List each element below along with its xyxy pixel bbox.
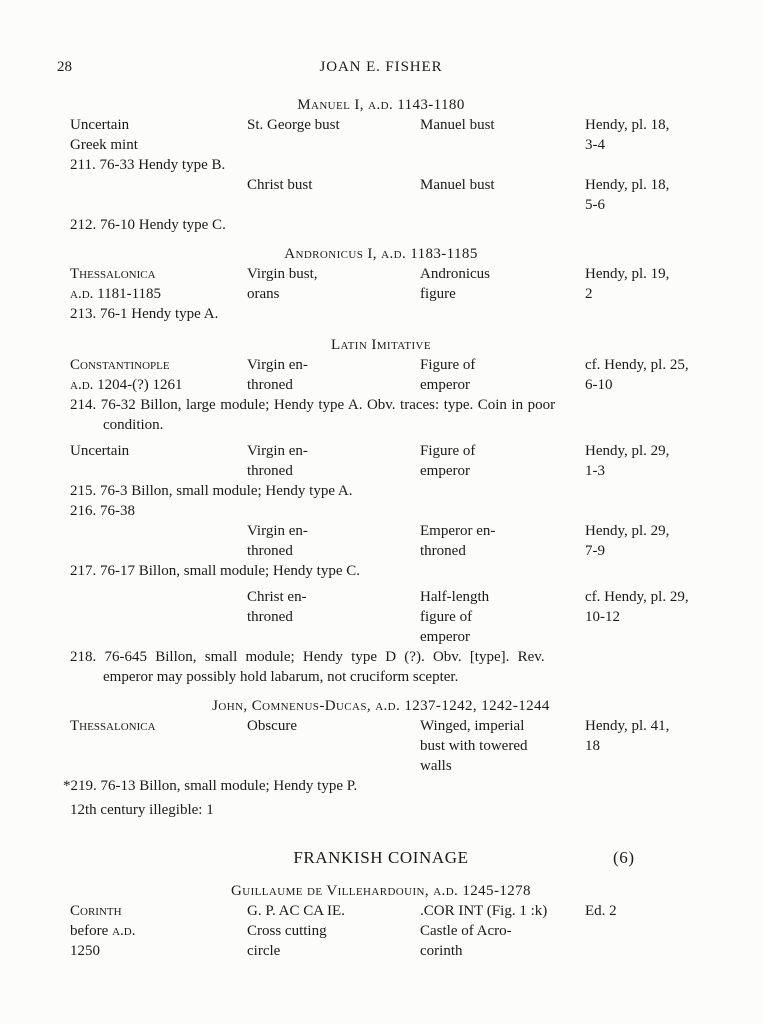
obverse-line: Virgin en- — [247, 523, 308, 539]
obverse-line: Obscure — [247, 718, 297, 734]
reverse-column — [420, 355, 585, 395]
catalog-entry-218: 218. 76-645 Billon, small module; Hendy type D (?). Obv. [type]. Rev. — [70, 649, 545, 665]
reference-column — [585, 901, 692, 961]
catalog-row — [70, 355, 692, 395]
section-andronicus — [70, 244, 692, 324]
section-heading-john: John, Comnenus-Ducas, a.d. 1237-1242, 1242-1244 — [212, 698, 550, 714]
reverse-column — [420, 521, 585, 561]
section-latin-imitative — [70, 335, 692, 687]
obverse-column — [247, 521, 420, 561]
reverse-line: walls — [420, 758, 452, 774]
reference-line: 18 — [585, 738, 600, 754]
reference-line: cf. Hendy, pl. 25, — [585, 357, 689, 373]
century-note: 12th century illegible: 1 — [70, 802, 214, 818]
reference-line: Ed. 2 — [585, 903, 617, 919]
reference-line: Hendy, pl. 29, — [585, 443, 670, 459]
reverse-line: figure of — [420, 609, 473, 625]
obverse-column — [247, 716, 420, 776]
catalog-entry-213: 213. 76-1 Hendy type A. — [70, 306, 219, 322]
mint-column — [70, 441, 247, 481]
reverse-column — [420, 264, 585, 304]
section-frankish — [70, 846, 692, 961]
obverse-line: throned — [247, 377, 293, 393]
reverse-line: Manuel bust — [420, 177, 495, 193]
reverse-line: corinth — [420, 943, 463, 959]
obverse-line: Christ bust — [247, 177, 313, 193]
section-heading-guillaume: Guillaume de Villehardouin, a.d. 1245-1278 — [231, 883, 531, 899]
reverse-line: .COR INT (Fig. 1 :k) — [420, 903, 548, 919]
obverse-line: Virgin en- — [247, 357, 308, 373]
mint-line: Thessalonica — [70, 718, 156, 734]
frankish-title: FRANKISH COINAGE — [293, 848, 469, 867]
mint-column — [70, 355, 247, 395]
reverse-line: Half-length — [420, 589, 490, 605]
catalog-row — [70, 441, 692, 481]
reference-column — [585, 716, 692, 776]
frankish-title-row — [70, 846, 692, 870]
reference-column — [585, 355, 692, 395]
reference-line: Hendy, pl. 18, — [585, 117, 670, 133]
catalog-row — [70, 716, 692, 776]
reverse-line: Figure of — [420, 443, 476, 459]
reverse-line: Figure of — [420, 357, 476, 373]
reference-line: cf. Hendy, pl. 29, — [585, 589, 689, 605]
obverse-line: Virgin bust, — [247, 266, 318, 282]
obverse-column — [247, 115, 420, 155]
obverse-column — [247, 175, 420, 215]
obverse-column — [247, 441, 420, 481]
mint-column — [70, 115, 247, 155]
reverse-column — [420, 441, 585, 481]
catalog-entry-218-continuation: emperor may possibly hold labarum, not cruciform scepter. — [103, 669, 459, 685]
reverse-line: emperor — [420, 463, 470, 479]
obverse-line: throned — [247, 609, 293, 625]
reference-line: 5-6 — [585, 197, 605, 213]
reference-line: 6-10 — [585, 377, 613, 393]
section-manuel — [70, 95, 692, 235]
reference-column — [585, 115, 692, 155]
obverse-line: throned — [247, 463, 293, 479]
reference-line: 10-12 — [585, 609, 620, 625]
reference-line: 1-3 — [585, 463, 605, 479]
reference-line: Hendy, pl. 41, — [585, 718, 670, 734]
catalog-entry-217: 217. 76-17 Billon, small module; Hendy type C. — [70, 563, 360, 579]
reverse-line: Manuel bust — [420, 117, 495, 133]
mint-column — [70, 264, 247, 304]
reverse-line: emperor — [420, 377, 470, 393]
mint-column — [70, 175, 247, 215]
reverse-line: bust with towered — [420, 738, 528, 754]
catalog-row — [70, 115, 692, 155]
frankish-section-number: (6) — [613, 848, 635, 867]
obverse-line: Virgin en- — [247, 443, 308, 459]
mint-line: Constantinople — [70, 357, 170, 373]
reference-column — [585, 175, 692, 215]
mint-line: Uncertain — [70, 117, 130, 133]
reference-column — [585, 521, 692, 561]
obverse-line: throned — [247, 543, 293, 559]
reverse-line: emperor — [420, 629, 470, 645]
reverse-column — [420, 716, 585, 776]
catalog-entry-219: *219. 76-13 Billon, small module; Hendy type P. — [63, 778, 358, 794]
page-number: 28 — [57, 59, 72, 75]
reverse-line: figure — [420, 286, 456, 302]
reference-line: 3-4 — [585, 137, 605, 153]
reverse-line: Winged, imperial — [420, 718, 525, 734]
obverse-line: orans — [247, 286, 280, 302]
obverse-column — [247, 901, 420, 961]
mint-column — [70, 716, 247, 776]
obverse-column — [247, 355, 420, 395]
mint-line: Greek mint — [70, 137, 138, 153]
catalog-entry-215: 215. 76-3 Billon, small module; Hendy type A. — [70, 483, 353, 499]
reference-line: Hendy, pl. 29, — [585, 523, 670, 539]
page-header — [57, 57, 692, 77]
reverse-column — [420, 175, 585, 215]
reference-column — [585, 587, 692, 647]
running-head: JOAN E. FISHER — [319, 59, 443, 75]
section-heading-andronicus: Andronicus I, a.d. 1183-1185 — [284, 246, 478, 262]
reverse-column — [420, 587, 585, 647]
mint-line: Uncertain — [70, 443, 130, 459]
catalog-entry-211: 211. 76-33 Hendy type B. — [70, 157, 226, 173]
reference-line: 7-9 — [585, 543, 605, 559]
obverse-line: G. P. AC CA IE. — [247, 903, 345, 919]
mint-line-abbrev: a.d. — [112, 923, 136, 939]
obverse-line: Cross cutting — [247, 923, 327, 939]
mint-line: 1250 — [70, 943, 100, 959]
obverse-line: St. George bust — [247, 117, 340, 133]
reverse-line: Castle of Acro- — [420, 923, 512, 939]
reference-line: Hendy, pl. 19, — [585, 266, 670, 282]
mint-column — [70, 521, 247, 561]
reference-line: Hendy, pl. 18, — [585, 177, 670, 193]
section-heading-latin: Latin Imitative — [330, 337, 431, 353]
reference-column — [585, 441, 692, 481]
mint-line: a.d. 1204-(?) 1261 — [70, 377, 183, 393]
reverse-column — [420, 115, 585, 155]
section-heading-manuel: Manuel I, a.d. 1143-1180 — [297, 97, 465, 113]
catalog-entry-214: 214. 76-32 Billon, large module; Hendy type A. Obv. traces: type. Coin in poor — [70, 397, 556, 413]
obverse-column — [247, 587, 420, 647]
mint-line — [70, 921, 247, 941]
mint-column — [70, 587, 247, 647]
reference-column — [585, 264, 692, 304]
section-john — [63, 696, 692, 820]
catalog-row — [70, 175, 692, 215]
catalog-row — [70, 264, 692, 304]
reverse-line: Andronicus — [420, 266, 490, 282]
catalog-row — [70, 521, 692, 561]
reverse-line: Emperor en- — [420, 523, 496, 539]
reverse-line: throned — [420, 543, 466, 559]
mint-line: a.d. 1181-1185 — [70, 286, 162, 302]
mint-line: Corinth — [70, 903, 122, 919]
obverse-line: circle — [247, 943, 281, 959]
mint-column — [70, 901, 247, 961]
mint-line-text: before — [70, 923, 113, 939]
catalog-row — [70, 901, 692, 961]
obverse-column — [247, 264, 420, 304]
catalog-entry-214-continuation: condition. — [103, 417, 164, 433]
obverse-line: Christ en- — [247, 589, 307, 605]
reference-line: 2 — [585, 286, 593, 302]
reverse-column — [420, 901, 585, 961]
catalog-entry-212: 212. 76-10 Hendy type C. — [70, 217, 226, 233]
catalog-entry-216: 216. 76-38 — [70, 503, 135, 519]
catalog-row — [70, 587, 692, 647]
mint-line: Thessalonica — [70, 266, 156, 282]
